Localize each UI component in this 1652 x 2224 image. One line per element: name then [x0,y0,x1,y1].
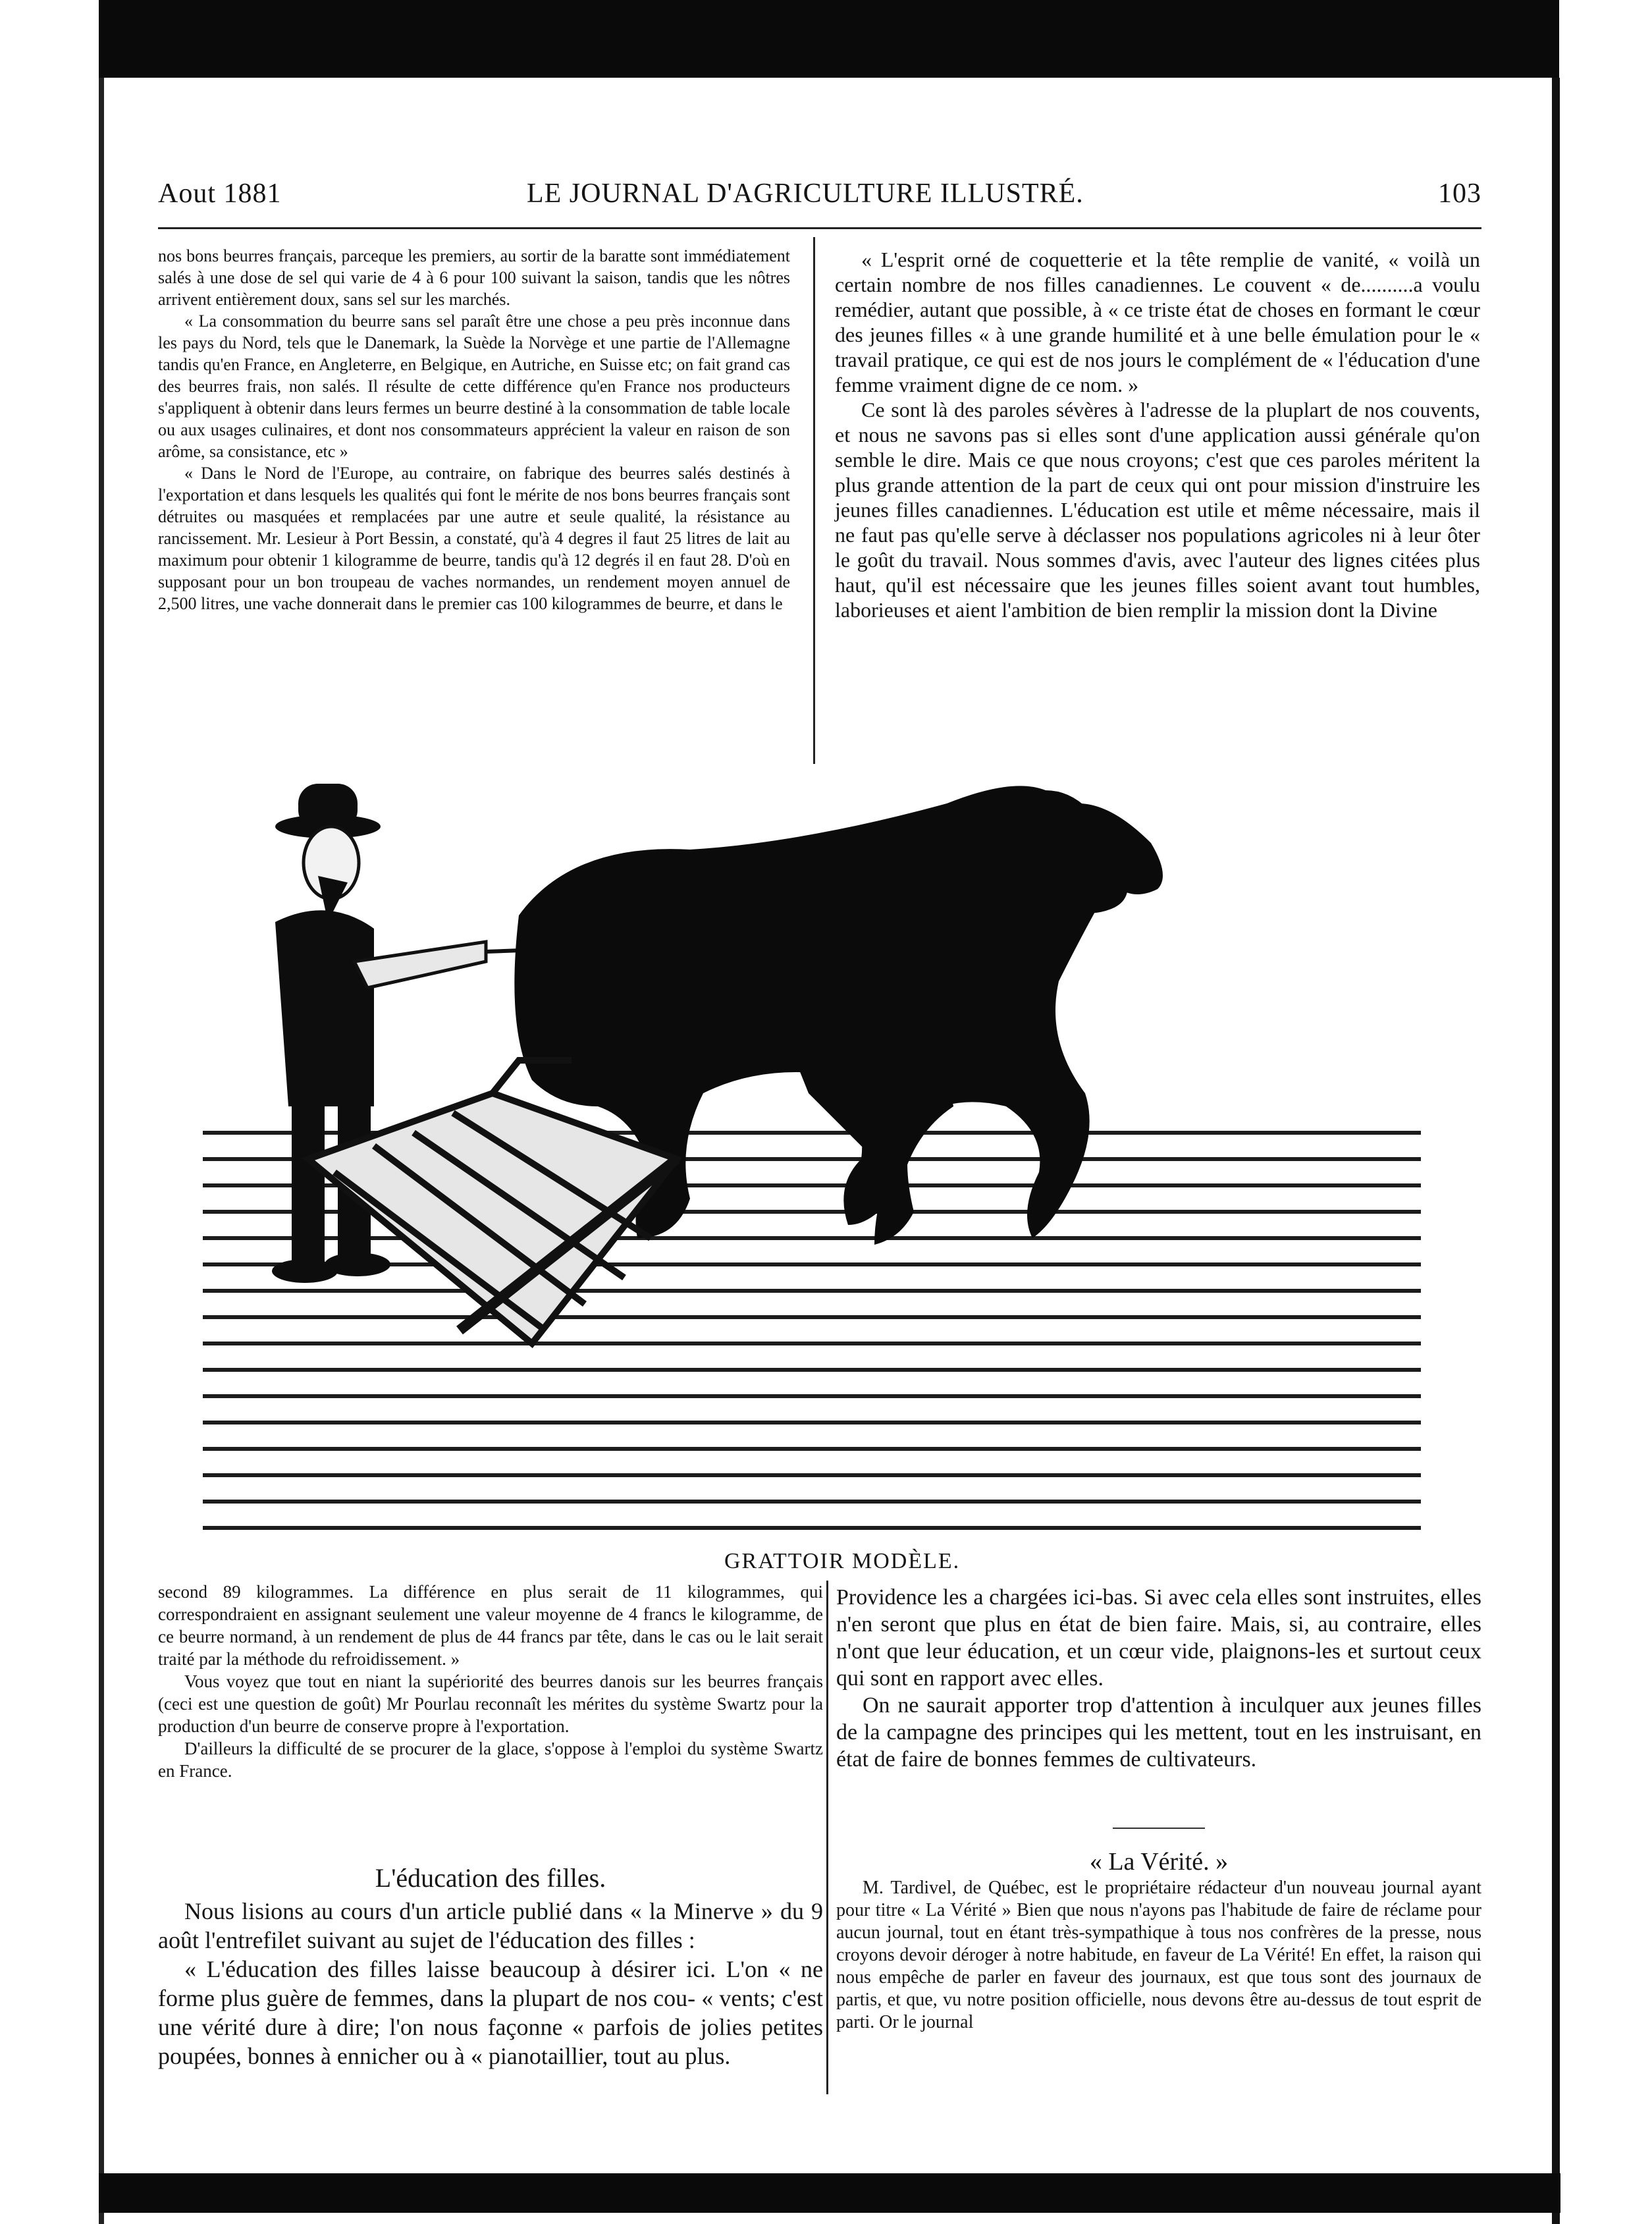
paragraph: Vous voyez que tout en niant la supériorité des beurres danois sur les beurres français (ceci est une question de goût) Mr Pourlau reconnaît les mérites du système Swartz pour la production d'un beurre de conserve propre à l'exportation. [158,1671,823,1736]
paragraph: « L'esprit orné de coquetterie et la tête remplie de vanité, « voilà un certain nombre de nos filles canadiennes. Le couvent « de..........a voulu remédier, autant que possible, à « ce triste état de choses en formant le cœur des jeunes filles « à une grande humilité et à une belle émulation pour le « travail pratique, ce qui est de nos jours le complément de « l'éducation d'une femme vraiment digne de ce nom. » [835,248,1480,396]
scan-right-margin [1559,0,1652,2224]
header-date: Aout 1881 [158,178,282,209]
scan-right-border [1552,78,1560,2224]
header-rule [158,227,1481,229]
education-title: L'éducation des filles. [375,1863,606,1893]
paragraph: D'ailleurs la difficulté de se procurer de la glace, s'oppose à l'emploi du système Swartz en France. [158,1739,823,1781]
top-right-column [835,247,1480,622]
scan-top-border [99,0,1643,78]
top-left-column [158,245,790,614]
column-divider [813,237,815,764]
paragraph: « Dans le Nord de l'Europe, au contraire, on fabrique des beurres salés destinés à l'exportation et dans lesquels les qualités qui font le mérite de nos bons beurres français sont détruites ou masquées et remplacées par une autre et seule qualité, la résistance au rancissement. Mr. Lesieur à Port Bessin, a constaté, qu'à 4 degres il faut 25 litres de lait au maximum pour obtenir 1 kilogramme de beurre, tandis qu'à 12 degrés il en faut 28. D'où en supposant pour un bon troupeau de vaches normandes, un rendement moyen annuel de 2,500 litres, une vache donnerait dans le premier cas 100 kilogrammes de beurre, et dans le [158,464,790,613]
column-divider [826,1581,828,2094]
page-header [158,178,1481,217]
paragraph: M. Tardivel, de Québec, est le propriétaire rédacteur d'un nouveau journal ayant pour titre « La Vérité » Bien que nous n'ayons pas l'habitude de faire de réclame pour aucun journal, tout en étant très-sympathique à tous nos confrères de la presse, nous croyons devoir déroger à notre habitude, en faveur de La Vérité! En effet, la raison qui nous empêche de parler en faveur des journaux, est que tous sont des journaux de partis, et que, vu notre position officielle, nous devons être au-dessus de tout esprit de parti. Or le journal [836,1878,1481,2032]
header-page-number: 103 [1438,178,1481,209]
paragraph: On ne saurait apporter trop d'attention à inculquer aux jeunes filles de la campagne des principes qui les mettent, tout en les instruisant, en état de faire de bonnes femmes de cultivateurs. [836,1693,1481,1772]
paragraph: « La consommation du beurre sans sel paraît être une chose a peu près inconnue dans les pays du Nord, tels que le Danemark, la Suède la Norvège et une partie de l'Allemagne tandis qu'en France, en Angleterre, en Belgique, en Autriche, en Suisse etc; on fait grand cas des beurres frais, non salés. Il résulte de cette différence qu'en France nos producteurs s'appliquent à obtenir dans leurs fermes un beurre destiné à la consommation de table locale ou aux usages culinaires, et dont nos consommateurs apprécient la valeur en raison de son arôme, sa consistance, etc » [158,312,790,461]
bottom-right-column [836,1584,1481,1773]
bottom-left-column [158,1581,823,1782]
paragraph: second 89 kilogrammes. La différence en plus serait de 11 kilogrammes, qui correspondraient en assignant seulement une valeur moyenne de 4 francs le kilogramme, de ce beurre normand, à un rendement de plus de 44 francs par tête, dans le cas ou le lait serait traité par la méthode du refroidissement. » [158,1582,823,1669]
education-article [158,1857,823,2071]
paragraph: Nous lisions au cours d'un article publié dans « la Minerve » du 9 août l'entrefilet suivant au sujet de l'éducation des filles : [158,1898,823,1953]
scan-left-border [99,78,104,2224]
paragraph: Ce sont là des paroles sévères à l'adresse de la pluplart de nos couvents, et nous ne savons pas si elles sont d'une application aussi générale qu'on semble le dire. Mais ce que nous croyons; c'est que ces paroles méritent la plus grande attention de la part de ceux qui ont pour mission d'instruire les jeunes filles canadiennes. L'éducation est utile et même nécessaire, mais il ne faut pas qu'elle serve à déclasser nos populations agricoles ni à leur ôter le goût du travail. Nous sommes d'avis, avec l'auteur des lignes citées plus haut, qu'il est nécessaire que les jeunes filles soient avant tout humbles, laborieuses et aient l'ambition de bien remplir la mission dont la Divine [835,398,1480,622]
paragraph: Providence les a chargées ici-bas. Si avec cela elles sont instruites, elles n'en seront que plus en état de bien faire. Mais, si, au contraire, elles n'ont que leur éducation, et un cœur vide, plaignons-les et surtout ceux qui sont en rapport avec elles. [836,1585,1481,1691]
illustration-caption: GRATTOIR MODÈLE. [724,1549,961,1573]
plough-horses-engraving [176,764,1434,1554]
paragraph: nos bons beurres français, parceque les premiers, au sortir de la baratte sont immédiatement salés à une dose de sel qui varie de 4 à 6 pour 100 suivant la saison, tandis que les nôtres arrivent entièrement doux, sans sel sur les marchés. [158,246,790,309]
scan-bottom-border [99,2173,1560,2213]
verite-article [836,1844,1481,2034]
section-separator [1113,1828,1205,1829]
verite-title: « La Vérité. » [1089,1848,1229,1876]
header-journal-title: LE JOURNAL D'AGRICULTURE ILLUSTRÉ. [527,178,1084,209]
paragraph: « L'éducation des filles laisse beaucoup à désirer ici. L'on « ne forme plus guère de femmes, dans la plupart de nos cou- « vents; c'est une vérité dure à dire; l'on nous façonne « parfois de jolies petites poupées, bonnes à ennicher ou à « pianotaillier, tout au plus. [158,1956,823,2069]
